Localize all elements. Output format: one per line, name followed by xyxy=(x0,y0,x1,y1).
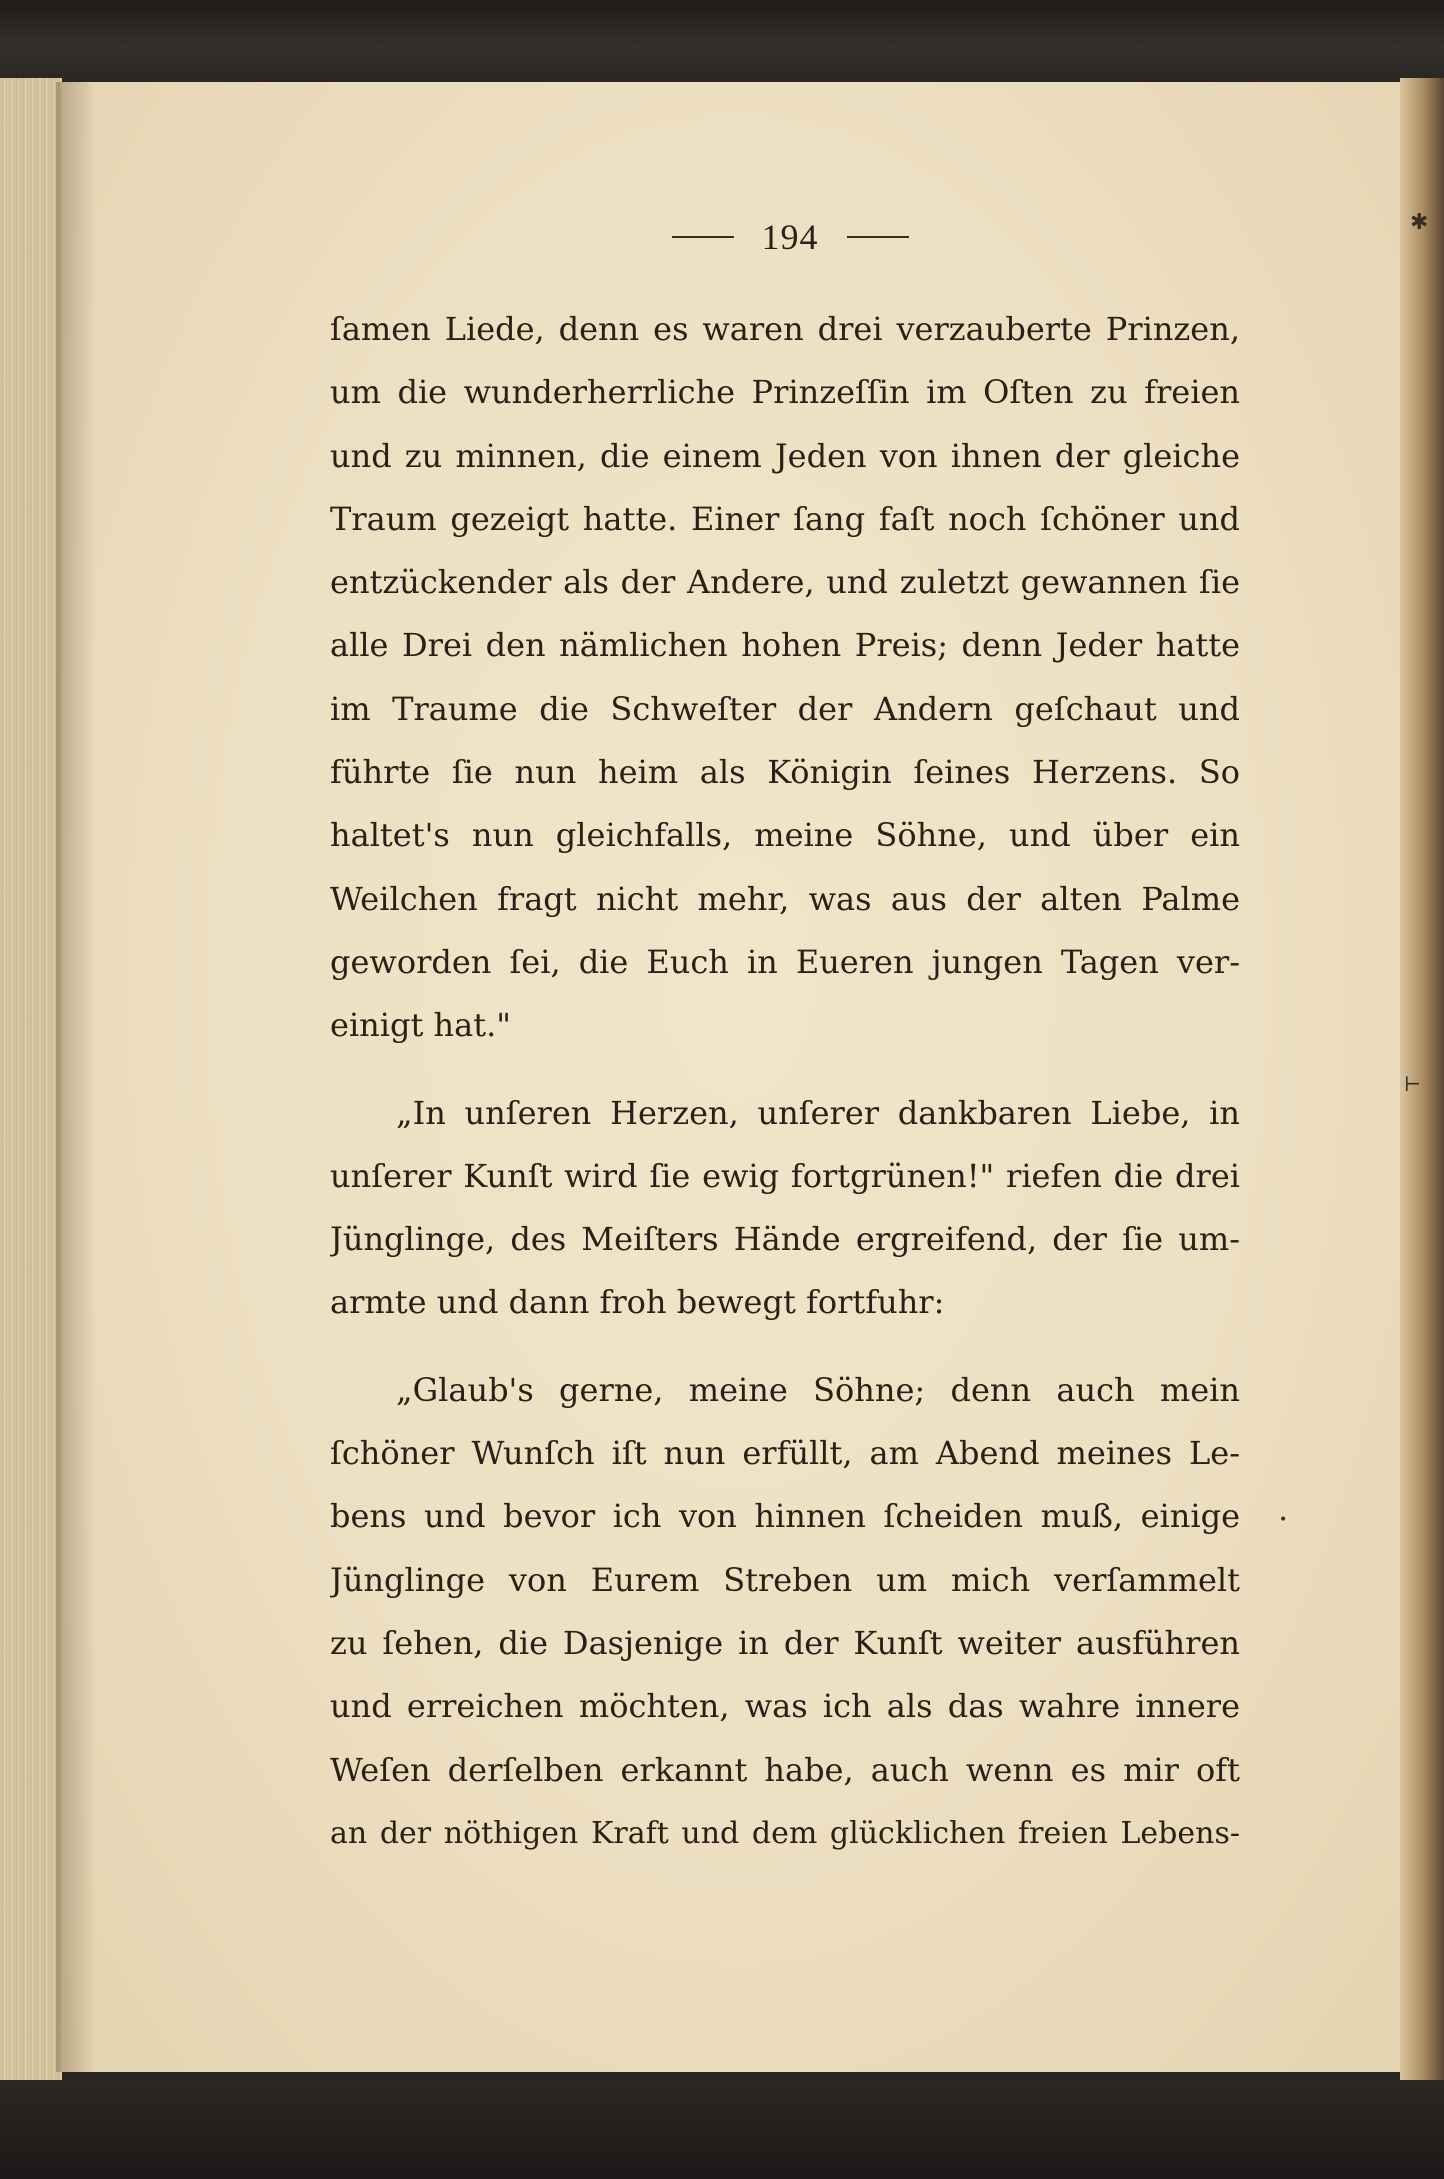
page-text xyxy=(330,298,1240,1865)
header-rule-left xyxy=(672,236,734,238)
text-line: alle Drei den nämlichen hohen Preis; denn Jeder hatte xyxy=(330,626,1240,665)
text-line: führte ſie nun heim als Königin ſeines Herzens. So xyxy=(330,753,1240,792)
text-line: entzückender als der Andere, und zuletzt gewannen ſie xyxy=(330,563,1240,602)
book-cover-bottom xyxy=(0,2080,1444,2179)
text-line: geworden ſei, die Euch in Eueren jungen Tagen ver- xyxy=(330,942,1240,981)
text-line: an der nöthigen Kraft und dem glücklichen freien Lebens- xyxy=(330,1815,1240,1851)
margin-mark: ✱ xyxy=(1410,210,1429,235)
paragraph xyxy=(330,298,1240,1058)
text-line: Jünglinge, des Meiſters Hände ergreifend, der ſie um- xyxy=(330,1220,1240,1259)
text-line: Weilchen fragt nicht mehr, was aus der alten Palme xyxy=(330,879,1240,918)
text-line: im Traume die Schweſter der Andern geſchaut und xyxy=(330,689,1240,728)
header-rule-right xyxy=(847,236,909,238)
text-line: ſamen Liede, denn es waren drei verzauberte Prinzen, xyxy=(330,310,1240,348)
text-line: bens und bevor ich von hinnen ſcheiden muß, einige xyxy=(330,1497,1240,1536)
gutter-shadow xyxy=(56,82,96,2072)
text-line: einigt hat." xyxy=(330,1006,511,1045)
page-number: 194 xyxy=(761,217,819,257)
text-line: unſerer Kunſt wird ſie ewig fortgrünen!" riefen die drei xyxy=(330,1156,1240,1195)
ink-spot: • xyxy=(1279,1512,1288,1528)
text-line: Weſen derſelben erkannt habe, auch wenn es mir oft xyxy=(330,1750,1240,1789)
text-line: armte und dann froh bewegt fortfuhr: xyxy=(330,1283,945,1322)
book-cover-top xyxy=(0,0,1444,78)
text-line: um die wunderherrliche Prinzeſſin im Oſten zu freien xyxy=(330,373,1240,412)
text-line: und zu minnen, die einem Jeden von ihnen der gleiche xyxy=(330,436,1240,475)
page-header xyxy=(640,212,940,262)
text-line: und erreichen möchten, was ich als das wahre innere xyxy=(330,1687,1240,1726)
text-line: „In unſeren Herzen, unſerer dankbaren Liebe, in xyxy=(396,1093,1240,1132)
margin-mark: ⊢ xyxy=(1404,1072,1422,1096)
paragraph xyxy=(330,1359,1240,1865)
text-line: „Glaub's gerne, meine Söhne; denn auch mein xyxy=(396,1370,1240,1409)
text-line: Traum gezeigt hatte. Einer ſang faſt noch ſchöner und xyxy=(330,499,1240,538)
page-edges-left xyxy=(0,78,62,2080)
text-line: ſchöner Wunſch iſt nun erfüllt, am Abend meines Le- xyxy=(330,1434,1240,1473)
text-line: zu ſehen, die Dasjenige in der Kunſt weiter ausführen xyxy=(330,1623,1240,1662)
text-line: Jünglinge von Eurem Streben um mich verſammelt xyxy=(330,1560,1240,1599)
paragraph xyxy=(330,1082,1240,1335)
text-line: haltet's nun gleichfalls, meine Söhne, und über ein xyxy=(330,816,1240,855)
